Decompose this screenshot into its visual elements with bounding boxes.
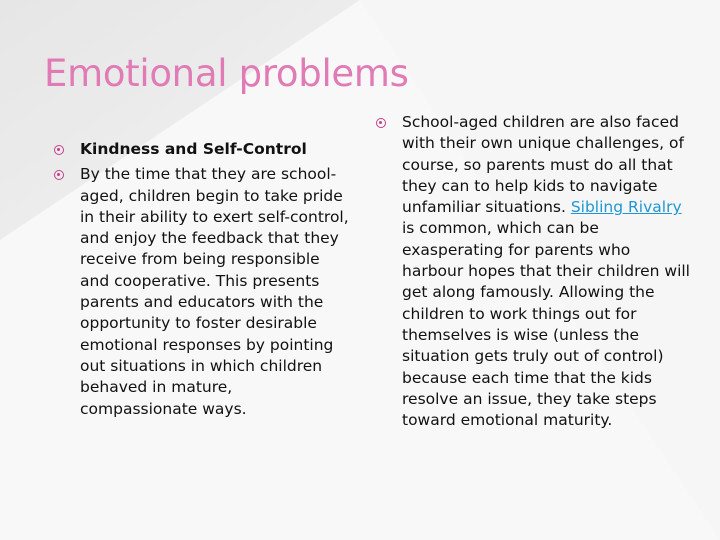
circle-dot-bullet-icon bbox=[54, 170, 64, 180]
circle-dot-bullet-icon bbox=[376, 118, 386, 128]
circle-dot-bullet-icon bbox=[54, 145, 64, 155]
slide-title: Emotional problems bbox=[44, 52, 409, 95]
section-heading: Kindness and Self-Control bbox=[80, 140, 307, 158]
sibling-rivalry-link[interactable]: Sibling Rivalry bbox=[570, 198, 682, 217]
bullet-item-heading bbox=[50, 139, 350, 160]
bullet-item-paragraph bbox=[50, 164, 350, 420]
paragraph-text-after-link: is common, which can be exasperating for parents who harbour hopes that their children will get along famously. Allowing the children to work things out for themselves is wise (unless the situation gets truly out of control) because each time that the kids resolve an issue, they take steps toward emotional maturity. bbox=[402, 219, 690, 430]
paragraph-text-before-link: School-aged children are also faced with their own unique challenges, of course, so parents must do all that they can to help kids to navigate unfamiliar situations. bbox=[402, 113, 684, 217]
paragraph-text: By the time that they are school-aged, children begin to take pride in their ability to exert self-control, and enjoy the feedback that they receive from being responsible and cooperative. This presents parents and educators with the opportunity to foster desirable emotional responses by pointing out situations in which children behaved in mature, compassionate ways. bbox=[80, 165, 349, 418]
left-column bbox=[50, 139, 350, 424]
right-column bbox=[372, 112, 692, 435]
bullet-item-right bbox=[372, 112, 692, 431]
